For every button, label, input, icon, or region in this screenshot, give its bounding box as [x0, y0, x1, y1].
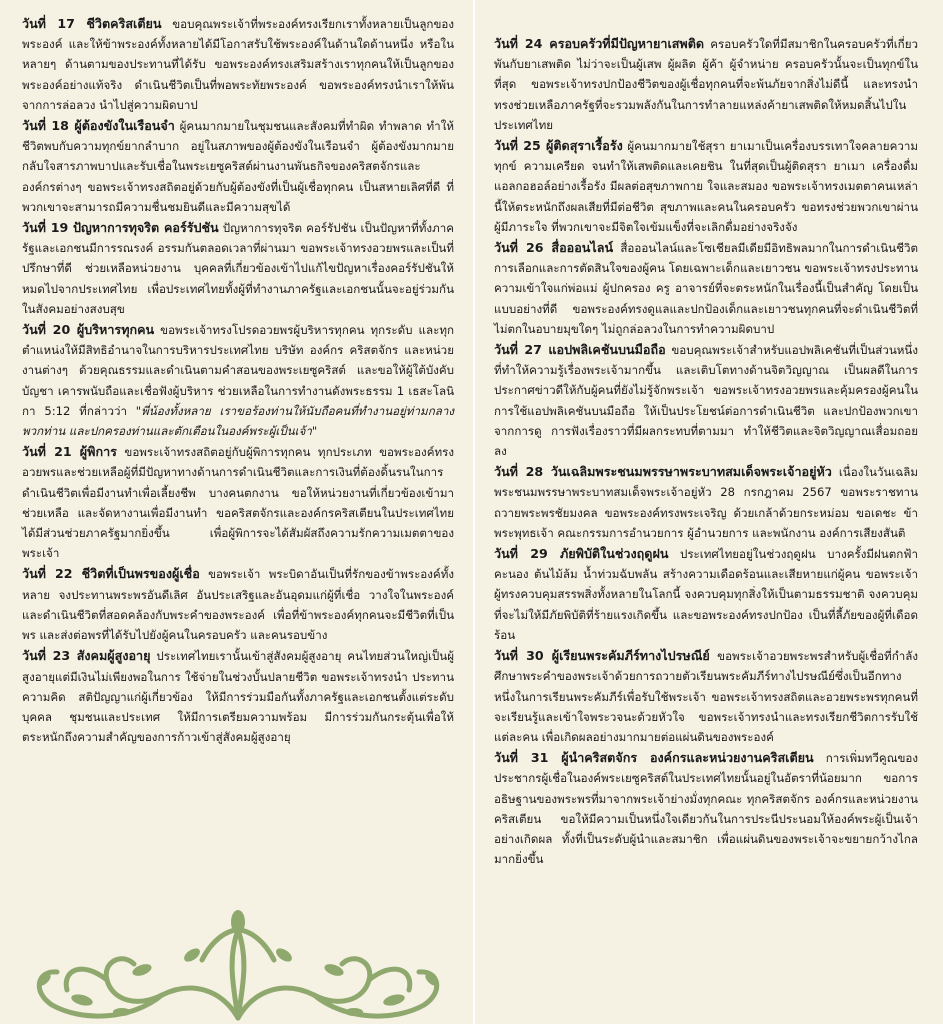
- prayer-entry: [22, 14, 454, 115]
- entry-heading: วันที่ 18 ผู้ต้องขังในเรือนจำ: [22, 118, 175, 134]
- prayer-entry: [22, 116, 454, 217]
- floral-ornament-icon: [22, 900, 454, 1024]
- scripture-quote: "พี่น้องทั้งหลาย เราขอร้องท่านให้นับถือคนที่ทำงานอยู่ท่ามกลางพวกท่าน และปกครองท่านและตักเตือนในองค์พระผู้เป็นเจ้า": [22, 403, 454, 439]
- entry-heading: วันที่ 24 ครอบครัวที่มีปัญหายาเสพติด: [494, 36, 705, 51]
- entry-body: เนื่องในวันเฉลิมพระชนมพรรษาพระบาทสมเด็จพระเจ้าอยู่หัว 28 กรกฎาคม 2567 ขอพระราชทานถวายพระพรชัยมงคล ขอพระองค์ทรงพระเจริญ ด้วยเกล้าด้วยกระหม่อม ขอเดชะ ข้าพระพุทธเจ้า คณะกรรมการอำนวยการ ผู้อำนวยการ และพนักงาน องค์การเสียงสันติ: [494, 465, 918, 540]
- entry-body: ขอพระเจ้าอวยพระพรสำหรับผู้เชื่อที่กำลังศึกษาพระคำของพระเจ้าด้วยการถวายตัวเรียนพระคัมภีร์ทางไปรษณีย์ซึ่งเป็นอีกทางหนึ่งในการเรียนพระคัมภีร์เพื่อรับใช้พระเจ้า ขอพระเจ้าทรงสถิตและอวยพระพรทุกคนที่จะเรียนรู้และเข้าใจพระวจนะด้วยหัวใจ ขอพระเจ้าทรงนำและทรงเรียกชีวิตการรับใช้แต่ละคน เพื่อเกิดผลอย่างมากมายต่อแผ่นดินของพระองค์: [494, 649, 918, 744]
- entry-heading: วันที่ 22 ชีวิตที่เป็นพรของผู้เชื่อ: [22, 566, 200, 582]
- entry-body: ขอพระเจ้าทรงสถิตอยู่กับผู้พิการทุกคน ทุกประเภท ขอพระองค์ทรงอวยพรและช่วยเหลือผู้ที่มีปัญหาทางด้านการดำเนินชีวิตและการเงินที่ต้องดิ้นรนในการดำเนินชีวิตเพื่อมีงานทำเพื่อเลี้ยงชีพ บางคนตกงาน ขอให้หน่วยงานที่เกี่ยวข้องเข้ามาช่วยเหลือ และจัดหางานเพื่อมีงานทำ ขอคริสตจักรและองค์กรคริสเตียนในประเทศไทยได้มีส่วนช่วยภาครัฐมากยิ่งขึ้น เพื่อผู้พิการจะได้สัมผัสถึงความรักความเมตตาของพระเจ้า: [22, 445, 454, 561]
- entry-heading: วันที่ 23 สังคมผู้สูงอายุ: [22, 648, 151, 664]
- prayer-entry: [22, 564, 454, 645]
- entry-body: ขอพระเจ้า พระบิดาอันเป็นที่รักของข้าพระองค์ทั้งหลาย จงประทานพระพรอันดีเลิศ อันประเสริฐและอันอุดมแก่ผู้ที่เชื่อ วางใจในพระองค์และดำเนินชีวิตที่สอดคล้องกับพระคำของพระองค์ เพื่อที่ข้าพระองค์ทุกคนจะมีชีวิตที่เป็นพร และส่งต่อพรที่ได้รับไปยังผู้คนในครอบครัว และคนรอบข้าง: [22, 567, 454, 643]
- prayer-entry: [22, 320, 454, 441]
- prayer-entry: [22, 646, 454, 747]
- prayer-entry: [494, 238, 918, 339]
- right-column: [494, 34, 918, 870]
- entry-body: ผู้คนมากมายใช้สุรา ยาเมาเป็นเครื่องบรรเทาใจคลายความทุกข์ ความเครียด จนทำให้เสพติดและเคยชิน ในที่สุดเป็นผู้ติดสุรา ยาเมา เครื่องดื่มแอลกอฮอล์อย่างเรื้อรัง มีผลต่อสุขภาพกาย ใจและสมอง ขอพระเจ้าทรงเมตตาคนเหล่านี้ให้ตระหนักถึงผลเสียที่มีต่อชีวิต สุขภาพและคนในครอบครัว ขอทรงช่วยพวกเขาผ่านผู้มีภาระใจ ที่พวกเขาจะมีจิตใจเข้มแข็งที่จะเลิกดื่มอย่างจริงจัง: [494, 139, 918, 234]
- entry-heading: วันที่ 31 ผู้นำคริสตจักร องค์กรและหน่วยงานคริสเตียน: [494, 750, 814, 766]
- entry-body: ปัญหาการทุจริต คอร์รัปชัน เป็นปัญหาที่ทั้งภาครัฐและเอกชนมีการรณรงค์ อรรมกันตลอดเวลาที่ผ่านมา ขอพระเจ้าทรงอวยพรและเป็นที่ปรึกษาที่ดี ช่วยเหลือหน่วยงาน บุคคลที่เกี่ยวข้องเข้าไปแก้ไขปัญหาเรื่องคอร์รัปชันให้หมดไปจากประเทศไทย เพื่อประเทศไทยทั้งผู้ที่ทำงานภาครัฐและเอกชนนั้นจะอยู่ร่วมกันในสังคมอย่างสงบสุข: [22, 221, 455, 316]
- prayer-entry: [494, 136, 918, 237]
- prayer-entry: [494, 462, 918, 543]
- entry-heading: วันที่ 21 ผู้พิการ: [22, 444, 117, 460]
- entry-body: ขอพระเจ้าทรงโปรดอวยพรผู้บริหารทุกคน ทุกระดับ และทุกตำแหน่งให้มีสิทธิอำนาจในการบริหารประเทศไทย บริษัท องค์กร คริสตจักร และหน่วยงานต่างๆ ด้วยคุณธรรมและดำเนินตามคำสอนของพระเยซูคริสต์ และขอให้ผู้ใต้บังคับบัญชา เคารพนับถือและเชื่อฟังผู้บริหาร ช่วยเหลือในการทำงานดังพระธรรม 1 เธสะโลนิกา 5:12 ที่กล่าวว่า: [22, 323, 455, 418]
- entry-body: ขอบคุณพระเจ้าที่พระองค์ทรงเรียกเราทั้งหลายเป็นลูกของพระองค์ และให้ข้าพระองค์ทั้งหลายได้มีโอกาสรับใช้พระองค์ในด้านใดด้านหนึ่ง หรือในหลายๆ ด้านตามของประทานที่ได้รับ ขอพระองค์ทรงเสริมสร้างเราทุกคนให้เป็นลูกของพระองค์อย่างแท้จริง ดำเนินชีวิตเป็นที่พอพระทัยพระองค์ ขอพระองค์ทรงนำเราให้พ้นจากการล่อลวง นำไปสู่ความผิดบาป: [22, 17, 454, 112]
- entry-heading: วันที่ 19 ปัญหาการทุจริต คอร์รัปชัน: [22, 220, 219, 236]
- prayer-entry: [494, 34, 918, 135]
- entry-heading: วันที่ 25 ผู้ติดสุราเรื้อรัง: [494, 138, 623, 154]
- column-divider: [473, 0, 475, 1024]
- entry-heading: วันที่ 28 วันเฉลิมพระชนมพรรษาพระบาทสมเด็จพระเจ้าอยู่หัว: [494, 464, 832, 480]
- entry-heading: วันที่ 29 ภัยพิบัติในช่วงฤดูฝน: [494, 546, 669, 562]
- prayer-entry: [22, 442, 454, 563]
- entry-heading: วันที่ 20 ผู้บริหารทุกคน: [22, 322, 155, 338]
- prayer-entry: [22, 218, 454, 319]
- entry-heading: วันที่ 30 ผู้เรียนพระคัมภีร์ทางไปรษณีย์: [494, 648, 710, 664]
- entry-body: ประเทศไทยเรานั้นเข้าสู่สังคมผู้สูงอายุ คนไทยส่วนใหญ่เป็นผู้สูงอายุแต่มีเงินไม่เพียงพอในการ ใช้จ่ายในช่วงบั้นปลายชีวิต ขอพระเจ้าทรงนำ ประทานความคิด สติปัญญาแก่ผู้เกี่ยวข้อง ให้มีการร่วมมือกันทั้งภาครัฐและเอกชนตั้งแต่ระดับบุคคล ชุมชนและประเทศ ให้มีการเตรียมความพร้อม มีการร่วมกันกระตุ้นเพื่อให้ตระหนักถึงความสำคัญของการก้าวเข้าสู่สังคมผู้สูงอายุ: [22, 649, 454, 745]
- entry-body: การเพิ่มทวีคูณของประชากรผู้เชื่อในองค์พระเยซูคริสต์ในประเทศไทยนั้นอยู่ในอัตราที่น้อยมาก ขอการอธิษฐานของพระพรที่มาจากพระเจ้าย่างมั่งทุกคณะ ทุกคริสตจักร องค์กรและหน่วยงานคริสเตียน ขอให้มีความเป็นหนึ่งใจเดียวกันในการประนีประนอมให้องค์พระผู้เป็นเจ้าอย่างเกิดผล ทั้งที่เป็นระดับผู้นำและสมาชิก เพื่อแผ่นดินของพระเจ้าจะขยายกว้างไกลมากยิ่งขึ้น: [494, 751, 918, 867]
- entry-body: ขอบคุณพระเจ้าสำหรับแอปพลิเคชันที่เป็นส่วนหนึ่งที่ทำให้ความรู้เรื่องพระเจ้ามากขึ้น และเติบโตทางด้านจิตวิญญาณ เป็นผลดีในการประกาศข่าวดีให้กับผู้คนที่ยังไม่รู้จักพระเจ้า ขอพระเจ้าทรงอวยพรและคุ้มครองผู้คนในการใช้แอปพลิเคชันบนมือถือ ให้เป็นประโยชน์ต่อการดำเนินชีวิต และปกป้องพวกเขาจากการดู การฟังเรื่องราวที่มีผลกระทบที่ตามมา ทำให้ชีวิตและจิตวิญญาณเสื่อมถอยลง: [494, 343, 919, 459]
- entry-body: ผู้คนมากมายในชุมชนและสังคมที่ทำผิด ทำพลาด ทำให้ชีวิตพบกับความทุกข์ยากลำบาก อยู่ในสภาพของผู้ต้องขังในเรือนจำ ผู้ต้องขังมากมายกลับใจสารภาพบาปและรับเชื่อในพระเยซูคริสต์ผ่านงานพันธกิจของคริสตจักรและองค์กรต่างๆ ขอพระเจ้าทรงสถิตอยู่ด้วยกับผู้ต้องขังที่เป็นผู้เชื่อทุกคน เป็นสหายเลิศที่ดี ที่พวกเขาจะสามารถมีความชื่นชมยินดีและมีความสุขได้: [22, 119, 454, 214]
- prayer-entry: [494, 646, 918, 747]
- prayer-entry: [494, 340, 918, 461]
- entry-body: สื่อออนไลน์และโซเชียลมีเดียมีอิทธิพลมากในการดำเนินชีวิต การเลือกและการตัดสินใจของผู้คน โดยเฉพาะเด็กและเยาวชน ขอพระเจ้าทรงประทานความเข้าใจแก่พ่อแม่ ผู้ปกครอง ครู อาจารย์ที่จะตระหนักในเรื่องนี้เป็นสำคัญ โดยเป็นแบบอย่างที่ดี ขอพระองค์ทรงดูแลและปกป้องเด็กและเยาวชนทุกคนที่จะดำเนินชีวิตที่ไม่ตกในอบายมุขใดๆ ไม่ถูกล่อลวงในการทำความผิดบาป: [494, 241, 918, 336]
- entry-heading: วันที่ 26 สื่อออนไลน์: [494, 240, 614, 256]
- entry-heading: วันที่ 27 แอปพลิเคชันบนมือถือ: [494, 342, 666, 358]
- left-column: [22, 14, 454, 748]
- entry-heading: วันที่ 17 ชีวิตคริสเตียน: [22, 16, 162, 31]
- entry-body: ประเทศไทยอยู่ในช่วงฤดูฝน บางครั้งมีฝนตกฟ้าคะนอง ต้นไม้ล้ม น้ำท่วมฉับพลัน สร้างความเดือดร้อนและเสียหายแก่ผู้คน ขอพระเจ้าผู้ทรงควบคุมสรรพสิ่งทั้งหลายในโลกนี้ จงควบคุมทุกสิ่งให้เป็นตามธรรมชาติ จงควบคุมที่จะไม่ให้มีภัยพิบัติที่ร้ายแรงเกิดขึ้น และขอพระองค์ทรงปกป้อง เป็นที่ลี้ภัยของผู้ที่เดือดร้อน: [494, 547, 918, 642]
- prayer-entry: [494, 748, 918, 869]
- entry-body: ครอบครัวใดที่มีสมาชิกในครอบครัวที่เกี่ยวพันกับยาเสพติด ไม่ว่าจะเป็นผู้เสพ ผู้ผลิต ผู้ค้า ผู้จำหน่าย ครอบครัวนั้นจะเป็นทุกข์ในที่สุด ขอพระเจ้าทรงปกป้องชีวิตของผู้เชื่อทุกคนที่จะพ้นภัยจากสิ่งไม่ดีนี้ และทรงนำ ทรงช่วยเหลือภาครัฐที่จะรวมพลังกันในการทำลายแหล่งค้ายาเสพติดให้หมดสิ้นไปในประเทศไทย: [494, 37, 919, 132]
- prayer-entry: [494, 544, 918, 645]
